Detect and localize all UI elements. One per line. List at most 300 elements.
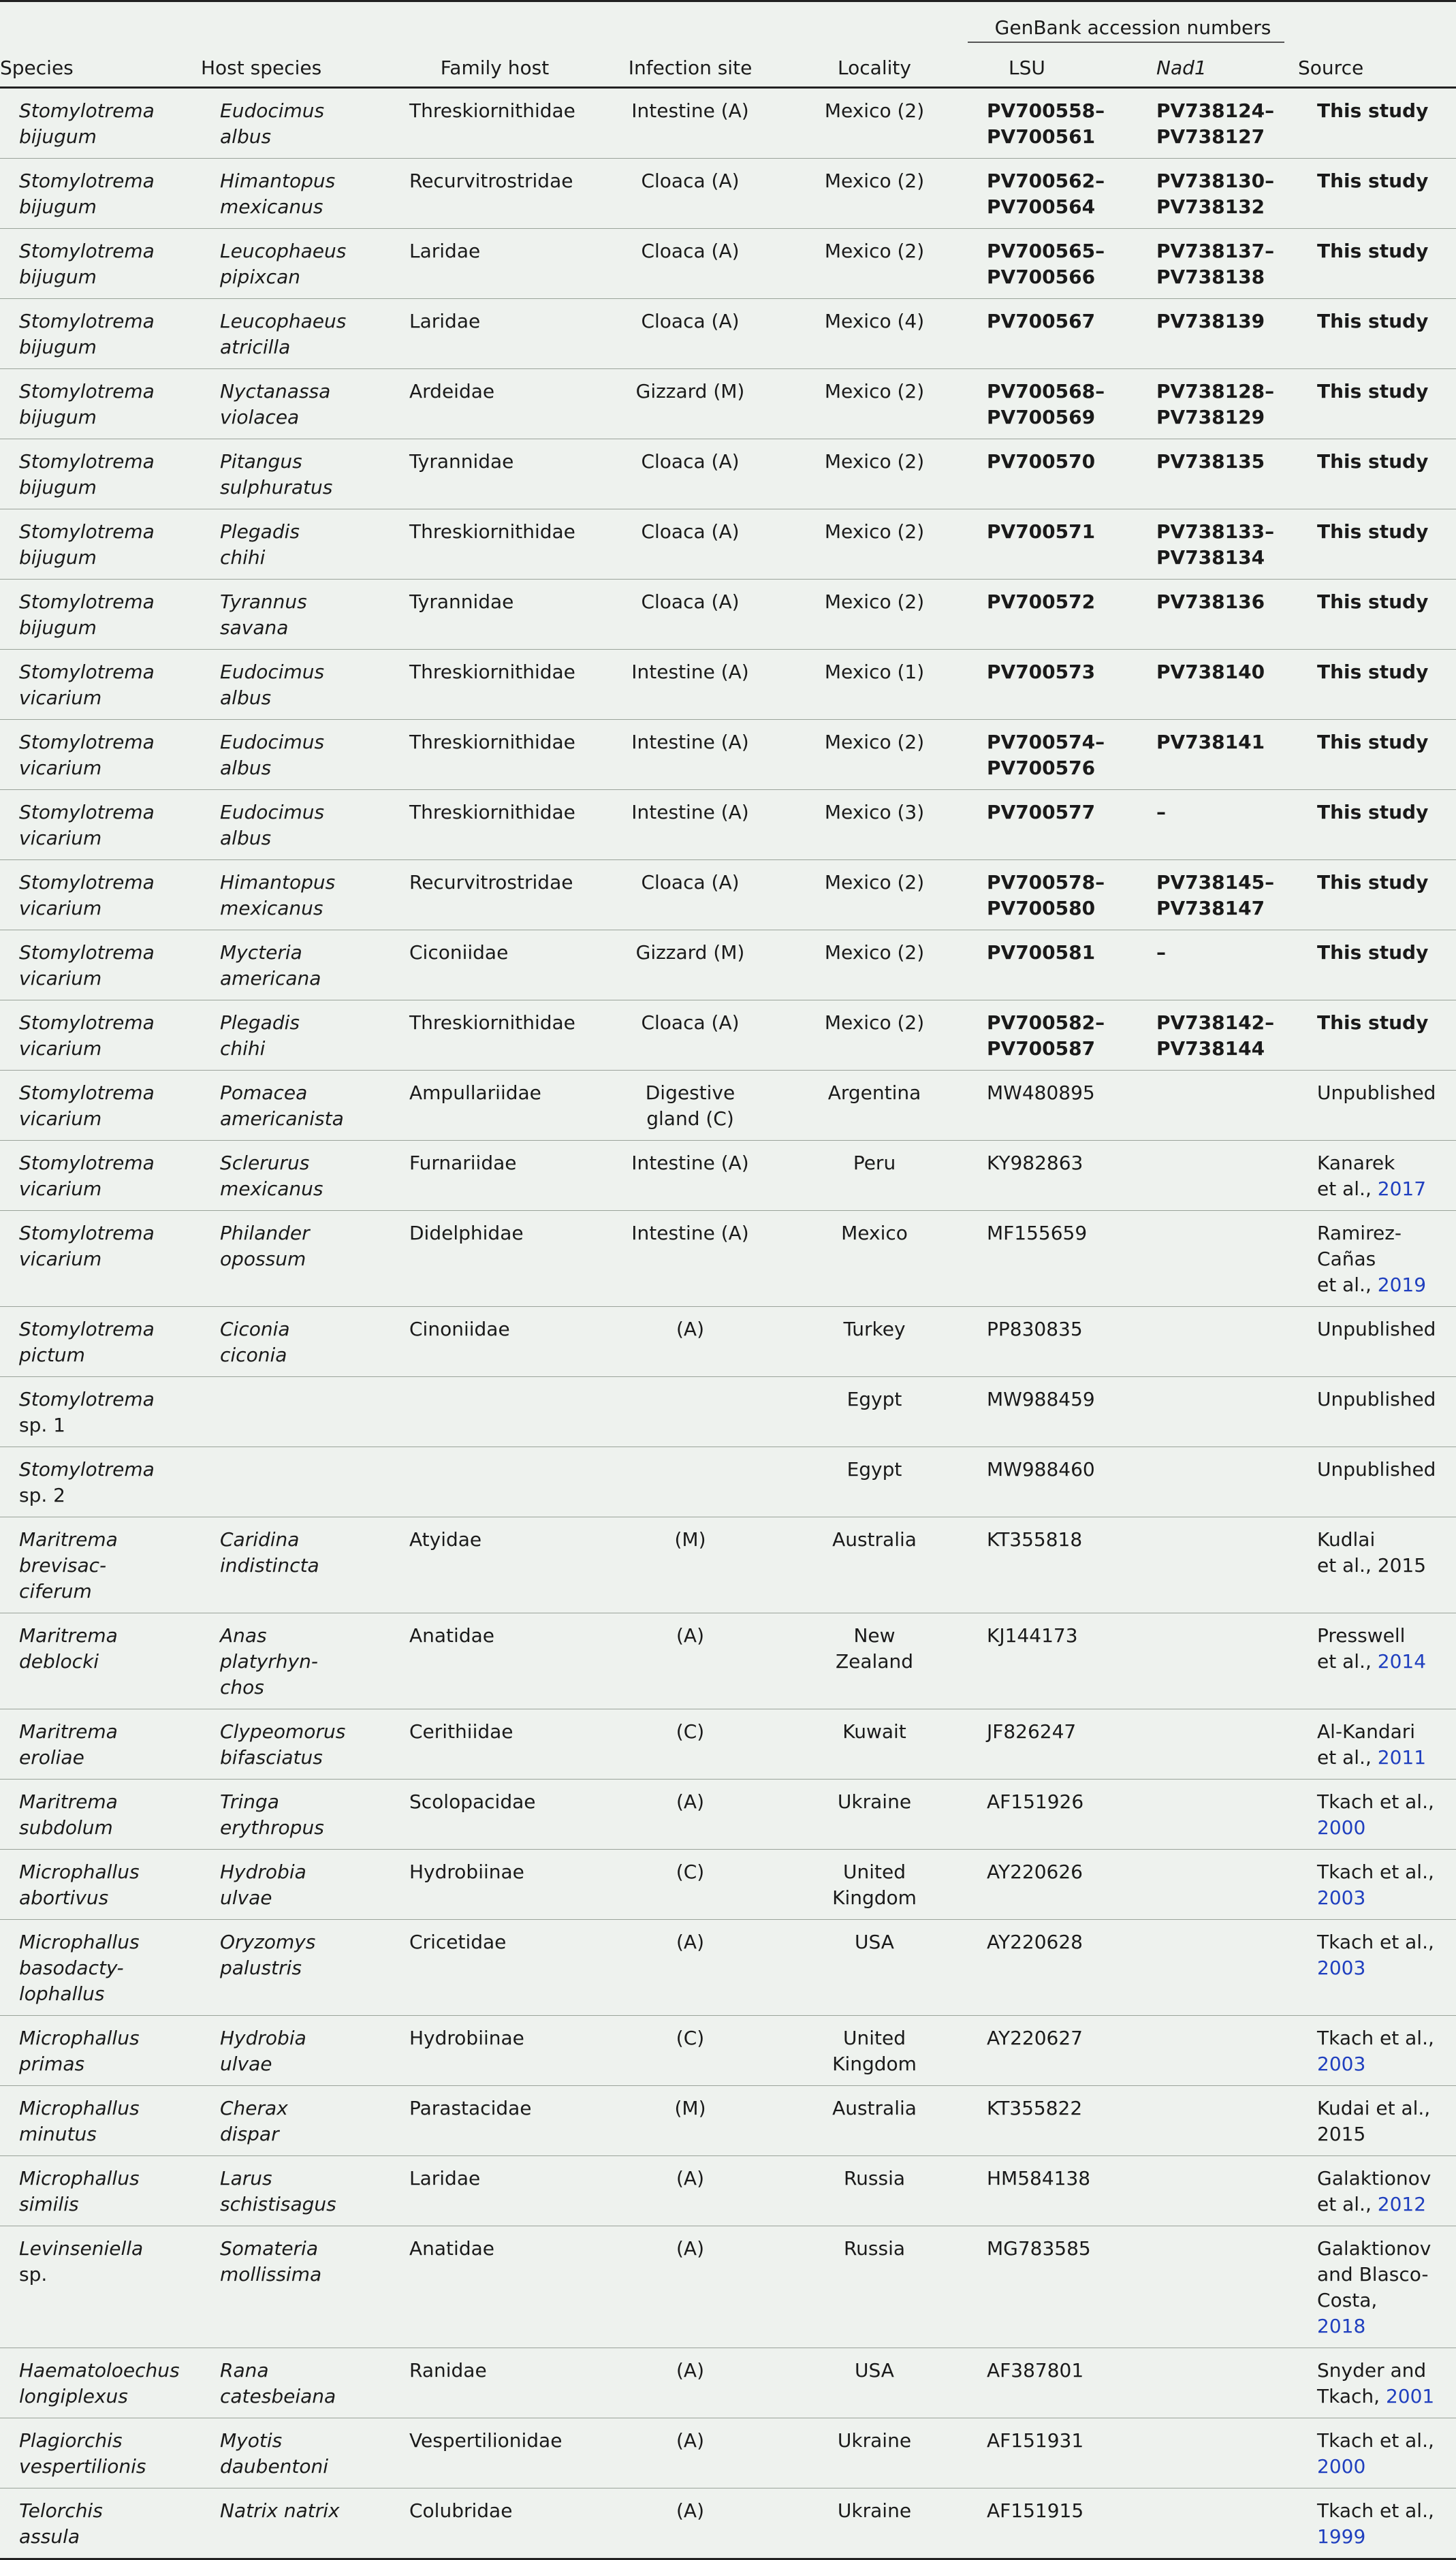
species-cell (0, 580, 201, 650)
nad1-cell (1136, 580, 1298, 650)
infection-site-value: Cloaca (A) (641, 590, 740, 613)
nad1-accession: PV738141 (1156, 731, 1265, 753)
host-species-cell (201, 1920, 390, 2016)
nad1-cell (1136, 1780, 1298, 1850)
infection-site-cell (599, 88, 781, 159)
source-text: This study (1317, 590, 1429, 613)
nad1-cell (1136, 2086, 1298, 2156)
locality-value: Ukraine (837, 1790, 912, 1813)
infection-site-value: Cloaca (A) (641, 240, 740, 262)
lsu-accession: AY220626 (987, 1861, 1083, 1883)
citation-year-link[interactable]: 1999 (1317, 2525, 1366, 2548)
locality-value: Mexico (2) (824, 450, 925, 473)
nad1-accession: PV738132 (1156, 195, 1265, 218)
host-species-cell (201, 1307, 390, 1377)
host-species-name: indistincta (220, 1554, 319, 1577)
host-species-cell (201, 509, 390, 580)
citation-year-link[interactable]: 2017 (1377, 1178, 1427, 1200)
table-row (0, 2488, 1456, 2559)
source-cell (1298, 1447, 1456, 1517)
nad1-accession: PV738124– (1156, 99, 1275, 122)
infection-site-value: (M) (674, 1528, 706, 1551)
host-species-cell (201, 369, 390, 439)
infection-site-value: Digestive (645, 1081, 735, 1104)
locality-cell (781, 1709, 968, 1780)
lsu-accession: KY982863 (987, 1152, 1083, 1174)
nad1-cell (1136, 299, 1298, 369)
nad1-accession: PV738136 (1156, 590, 1265, 613)
source-cell (1298, 2418, 1456, 2488)
species-name: Microphallus (19, 1861, 140, 1883)
lsu-accession: KJ144173 (987, 1624, 1078, 1647)
host-species-name: ulvae (220, 1886, 272, 1909)
species-name: Stomylotrema (19, 590, 155, 613)
lsu-cell (968, 2226, 1136, 2348)
nad1-cell (1136, 1920, 1298, 2016)
table-row (0, 930, 1456, 1000)
species-name: vicarium (19, 1037, 102, 1060)
locality-cell (781, 1850, 968, 1920)
lsu-accession: PV700578– (987, 871, 1105, 894)
species-name: Stomylotrema (19, 1152, 155, 1174)
family-host-cell: Laridae (390, 299, 599, 369)
family-host-cell: Cerithiidae (390, 1709, 599, 1780)
nad1-cell (1136, 369, 1298, 439)
infection-site-value: (A) (676, 2359, 704, 2382)
locality-cell (781, 1307, 968, 1377)
family-host-cell: Scolopacidae (390, 1780, 599, 1850)
species-name: ciferum (19, 1580, 92, 1602)
locality-cell (781, 1447, 968, 1517)
source-text: This study (1317, 520, 1429, 543)
citation-year-link[interactable]: 2012 (1377, 2193, 1427, 2215)
species-cell (0, 1517, 201, 1613)
table-row (0, 1307, 1456, 1377)
family-host-cell: Ciconiidae (390, 930, 599, 1000)
lsu-accession: PV700577 (987, 801, 1096, 823)
species-name: Stomylotrema (19, 170, 155, 192)
species-cell (0, 860, 201, 930)
table-row (0, 1071, 1456, 1141)
infection-site-cell (599, 2488, 781, 2559)
lsu-accession: AY220627 (987, 2027, 1083, 2049)
host-species-cell (201, 1447, 390, 1517)
host-species-name: albus (220, 125, 272, 148)
source-cell (1298, 1709, 1456, 1780)
table-row (0, 1920, 1456, 2016)
infection-site-value: (A) (676, 2167, 704, 2190)
host-species-name: platyrhyn- (220, 1650, 318, 1673)
family-host-cell: Anatidae (390, 2226, 599, 2348)
species-name: vicarium (19, 827, 102, 849)
species-name: Stomylotrema (19, 520, 155, 543)
lsu-accession: PV700564 (987, 195, 1096, 218)
locality-cell (781, 580, 968, 650)
infection-site-cell (599, 2226, 781, 2348)
table-row (0, 1377, 1456, 1447)
locality-cell (781, 159, 968, 229)
source-header: Source (1298, 57, 1364, 79)
source-text: This study (1317, 661, 1429, 683)
host-species-name: Eudocimus (220, 801, 325, 823)
species-name: similis (19, 2193, 79, 2215)
host-species-cell (201, 2418, 390, 2488)
genbank-group-header (968, 1, 1298, 44)
infection-site-cell (599, 1709, 781, 1780)
table-row (0, 1000, 1456, 1071)
host-species-name: mexicanus (220, 897, 323, 919)
host-species-name: erythropus (220, 1816, 324, 1839)
species-cell (0, 790, 201, 860)
species-cell (0, 369, 201, 439)
species-cell (0, 1141, 201, 1211)
locality-cell (781, 2226, 968, 2348)
source-cell (1298, 2488, 1456, 2559)
species-cell (0, 159, 201, 229)
host-species-cell (201, 2016, 390, 2086)
lsu-cell (968, 790, 1136, 860)
source-cell (1298, 580, 1456, 650)
host-species-cell (201, 1071, 390, 1141)
nad1-cell (1136, 88, 1298, 159)
lsu-cell (968, 860, 1136, 930)
host-species-name: Eudocimus (220, 99, 325, 122)
locality-value: Mexico (2) (824, 170, 925, 192)
lsu-accession: MG783585 (987, 2237, 1091, 2260)
species-name: vicarium (19, 686, 102, 709)
infection-site-cell (599, 439, 781, 509)
host-species-name: palustris (220, 1957, 302, 1979)
nad1-cell (1136, 1307, 1298, 1377)
source-text: Tkach et al., (1317, 1861, 1434, 1883)
species-name: Haematoloechus (19, 2359, 180, 2382)
locality-cell (781, 2156, 968, 2226)
citation-year-link[interactable]: 2018 (1317, 2315, 1366, 2337)
nad1-cell (1136, 1447, 1298, 1517)
species-name: bijugum (19, 616, 97, 639)
host-species-cell (201, 2226, 390, 2348)
source-cell (1298, 1071, 1456, 1141)
species-name: vespertilionis (19, 2455, 146, 2478)
host-species-name: albus (220, 686, 272, 709)
infection-site-value: Intestine (A) (631, 1152, 749, 1174)
locality-value: Mexico (2) (824, 590, 925, 613)
citation-year-link[interactable]: 2001 (1385, 2385, 1435, 2407)
source-cell (1298, 369, 1456, 439)
citation-year-link[interactable]: 2011 (1377, 1746, 1427, 1769)
species-name: Maritrema (19, 1528, 118, 1551)
lsu-cell (968, 159, 1136, 229)
table-header (0, 1, 1456, 88)
infection-site-value: Cloaca (A) (641, 1011, 740, 1034)
lsu-cell (968, 720, 1136, 790)
host-species-name: Rana (220, 2359, 269, 2382)
species-name: sp. 1 (19, 1414, 65, 1436)
lsu-cell (968, 1141, 1136, 1211)
citation-year-link[interactable]: 2019 (1377, 1274, 1427, 1296)
nad1-accession: PV738127 (1156, 125, 1265, 148)
host-species-cell (201, 720, 390, 790)
infection-site-value: (A) (676, 2237, 704, 2260)
host-species-name: opossum (220, 1248, 306, 1270)
locality-value: USA (855, 1931, 894, 1953)
nad1-cell (1136, 860, 1298, 930)
locality-value: Ukraine (837, 2429, 912, 2452)
infection-site-cell (599, 1517, 781, 1613)
family-host-cell: Cricetidae (390, 1920, 599, 2016)
lsu-cell (968, 1517, 1136, 1613)
table-row (0, 159, 1456, 229)
infection-site-cell (599, 1920, 781, 2016)
locality-value: Russia (843, 2167, 906, 2190)
citation-year-link[interactable]: 2000 (1317, 1816, 1366, 1839)
species-name: Stomylotrema (19, 450, 155, 473)
source-cell (1298, 2226, 1456, 2348)
family-host-cell: Threskiornithidae (390, 88, 599, 159)
nad1-cell (1136, 2156, 1298, 2226)
species-name: vicarium (19, 1107, 102, 1130)
citation-year-link[interactable]: 2003 (1317, 2053, 1366, 2075)
table-row (0, 1211, 1456, 1307)
infection-site-value: Cloaca (A) (641, 520, 740, 543)
species-name: Stomylotrema (19, 1458, 155, 1481)
host-species-cell (201, 580, 390, 650)
infection-site-value: (A) (676, 2499, 704, 2522)
species-name: Stomylotrema (19, 1388, 155, 1410)
family-host-cell: Colubridae (390, 2488, 599, 2559)
nad1-cell (1136, 159, 1298, 229)
species-cell (0, 1709, 201, 1780)
source-cell (1298, 509, 1456, 580)
infection-site-cell (599, 1850, 781, 1920)
infection-site-value: Gizzard (M) (635, 941, 745, 964)
lsu-accession: PV700571 (987, 520, 1096, 543)
species-name: Microphallus (19, 1931, 140, 1953)
species-name: vicarium (19, 967, 102, 990)
source-text: This study (1317, 801, 1429, 823)
species-name: sp. 2 (19, 1484, 65, 1506)
lsu-accession: MW988459 (987, 1388, 1095, 1410)
infection-site-value: (A) (676, 1931, 704, 1953)
family-host-cell: Cinoniidae (390, 1307, 599, 1377)
species-name: bijugum (19, 125, 97, 148)
infection-site-cell (599, 790, 781, 860)
table-row (0, 2348, 1456, 2418)
lsu-cell (968, 509, 1136, 580)
citation-year-link[interactable]: 2003 (1317, 1957, 1366, 1979)
lsu-cell (968, 1211, 1136, 1307)
infection-site-cell (599, 580, 781, 650)
species-cell (0, 2086, 201, 2156)
infection-site-cell (599, 2156, 781, 2226)
source-text: Galaktionov (1317, 2237, 1431, 2260)
lsu-cell (968, 650, 1136, 720)
family-host-header: Family host (440, 57, 550, 79)
source-cell (1298, 1377, 1456, 1447)
locality-value: Australia (832, 1528, 917, 1551)
species-name: bijugum (19, 195, 97, 218)
species-name: Stomylotrema (19, 310, 155, 332)
species-cell (0, 88, 201, 159)
host-species-cell (201, 88, 390, 159)
lsu-cell (968, 1613, 1136, 1709)
locality-cell (781, 1377, 968, 1447)
infection-site-cell (599, 720, 781, 790)
locality-value: Egypt (846, 1388, 902, 1410)
species-name: vicarium (19, 1178, 102, 1200)
lsu-cell (968, 1307, 1136, 1377)
table-row (0, 1447, 1456, 1517)
citation-year-link[interactable]: 2003 (1317, 1886, 1366, 1909)
source-cell (1298, 229, 1456, 299)
infection-site-value: (C) (676, 2027, 705, 2049)
locality-cell (781, 1000, 968, 1071)
species-cell (0, 1000, 201, 1071)
locality-cell (781, 860, 968, 930)
host-species-name: Plegadis (220, 520, 300, 543)
lsu-accession: PV700587 (987, 1037, 1096, 1060)
species-name: Stomylotrema (19, 871, 155, 894)
locality-cell (781, 509, 968, 580)
locality-value: Mexico (2) (824, 380, 925, 402)
species-cell (0, 1780, 201, 1850)
host-species-name: Sclerurus (220, 1152, 310, 1174)
family-host-cell: Ranidae (390, 2348, 599, 2418)
infection-site-value: Intestine (A) (631, 661, 749, 683)
lsu-accession: JF826247 (987, 1720, 1077, 1743)
locality-value: Egypt (846, 1458, 902, 1481)
host-species-name: bifasciatus (220, 1746, 323, 1769)
host-species-cell (201, 2488, 390, 2559)
locality-value: United (843, 2027, 906, 2049)
lsu-cell (968, 1377, 1136, 1447)
source-cell (1298, 650, 1456, 720)
source-text: et al., (1317, 1178, 1378, 1200)
locality-value: Mexico (2) (824, 941, 925, 964)
family-host-cell: Threskiornithidae (390, 509, 599, 580)
family-host-cell: Laridae (390, 2156, 599, 2226)
host-species-name: chos (220, 1676, 264, 1698)
source-text: Unpublished (1317, 1318, 1436, 1340)
species-name: Maritrema (19, 1790, 118, 1813)
source-cell (1298, 2348, 1456, 2418)
source-cell (1298, 2086, 1456, 2156)
table-row (0, 299, 1456, 369)
species-cell (0, 2348, 201, 2418)
source-text: et al., 2015 (1317, 1554, 1427, 1577)
nad1-accession: PV738133– (1156, 520, 1275, 543)
locality-value: Kuwait (842, 1720, 906, 1743)
family-host-cell: Hydrobiinae (390, 2016, 599, 2086)
host-species-name: Larus (220, 2167, 272, 2190)
source-text: This study (1317, 450, 1429, 473)
species-name: lophallus (19, 1982, 105, 2005)
host-species-name: mollissima (220, 2263, 322, 2286)
lsu-accession: PV700580 (987, 897, 1096, 919)
species-name: vicarium (19, 897, 102, 919)
nad1-accession: PV738147 (1156, 897, 1265, 919)
locality-cell (781, 299, 968, 369)
family-host-cell: Vespertilionidae (390, 2418, 599, 2488)
host-species-name: Somateria (220, 2237, 318, 2260)
host-species-name: Caridina (220, 1528, 300, 1551)
locality-cell (781, 2348, 968, 2418)
species-name: Stomylotrema (19, 1318, 155, 1340)
host-species-name: ciconia (220, 1344, 287, 1366)
locality-value: Zealand (835, 1650, 914, 1673)
nad1-header: Nad1 (1156, 57, 1207, 79)
lsu-accession: PV700558– (987, 99, 1105, 122)
table-row (0, 88, 1456, 159)
species-cell (0, 229, 201, 299)
infection-site-cell (599, 1377, 781, 1447)
source-text: Unpublished (1317, 1388, 1436, 1410)
host-species-name: Tyrannus (220, 590, 307, 613)
source-text: et al., (1317, 1746, 1378, 1769)
species-name: Plagiorchis (19, 2429, 123, 2452)
host-species-name: mexicanus (220, 195, 323, 218)
infection-site-value: (M) (674, 2097, 706, 2119)
table-row (0, 1517, 1456, 1613)
family-host-cell: Recurvitrostridae (390, 159, 599, 229)
citation-year-link[interactable]: 2000 (1317, 2455, 1366, 2478)
source-cell (1298, 860, 1456, 930)
infection-site-cell (599, 650, 781, 720)
source-cell (1298, 88, 1456, 159)
host-species-name: Plegadis (220, 1011, 300, 1034)
table-row (0, 439, 1456, 509)
citation-year-link[interactable]: 2014 (1377, 1650, 1427, 1673)
species-name: Telorchis (19, 2499, 103, 2522)
nad1-cell (1136, 1211, 1298, 1307)
lsu-accession: PV700570 (987, 450, 1096, 473)
locality-header: Locality (838, 57, 911, 79)
lsu-accession: MF155659 (987, 1222, 1088, 1244)
locality-cell (781, 2016, 968, 2086)
lsu-accession: PV700568– (987, 380, 1105, 402)
lsu-accession: AF151931 (987, 2429, 1084, 2452)
species-cell (0, 299, 201, 369)
lsu-cell (968, 369, 1136, 439)
family-host-cell: Furnariidae (390, 1141, 599, 1211)
infection-site-value: (A) (676, 1790, 704, 1813)
source-cell (1298, 1141, 1456, 1211)
lsu-accession: PV700574– (987, 731, 1105, 753)
species-cell (0, 439, 201, 509)
source-text: Ramirez- (1317, 1222, 1402, 1244)
nad1-accession: PV738129 (1156, 406, 1265, 428)
infection-site-value: gland (C) (646, 1107, 734, 1130)
host-species-name: Tringa (220, 1790, 279, 1813)
locality-value: Argentina (827, 1081, 921, 1104)
source-text: Tkach et al., (1317, 2027, 1434, 2049)
species-cell (0, 650, 201, 720)
infection-site-cell (599, 1613, 781, 1709)
locality-cell (781, 790, 968, 860)
infection-site-cell (599, 369, 781, 439)
nad1-cell (1136, 1377, 1298, 1447)
table-row (0, 369, 1456, 439)
nad1-cell (1136, 229, 1298, 299)
locality-value: United (843, 1861, 906, 1883)
locality-cell (781, 930, 968, 1000)
species-name: Stomylotrema (19, 941, 155, 964)
nad1-accession: PV738145– (1156, 871, 1275, 894)
source-cell (1298, 439, 1456, 509)
lsu-accession: KT355822 (987, 2097, 1083, 2119)
nad1-cell (1136, 1071, 1298, 1141)
family-host-cell: Ardeidae (390, 369, 599, 439)
